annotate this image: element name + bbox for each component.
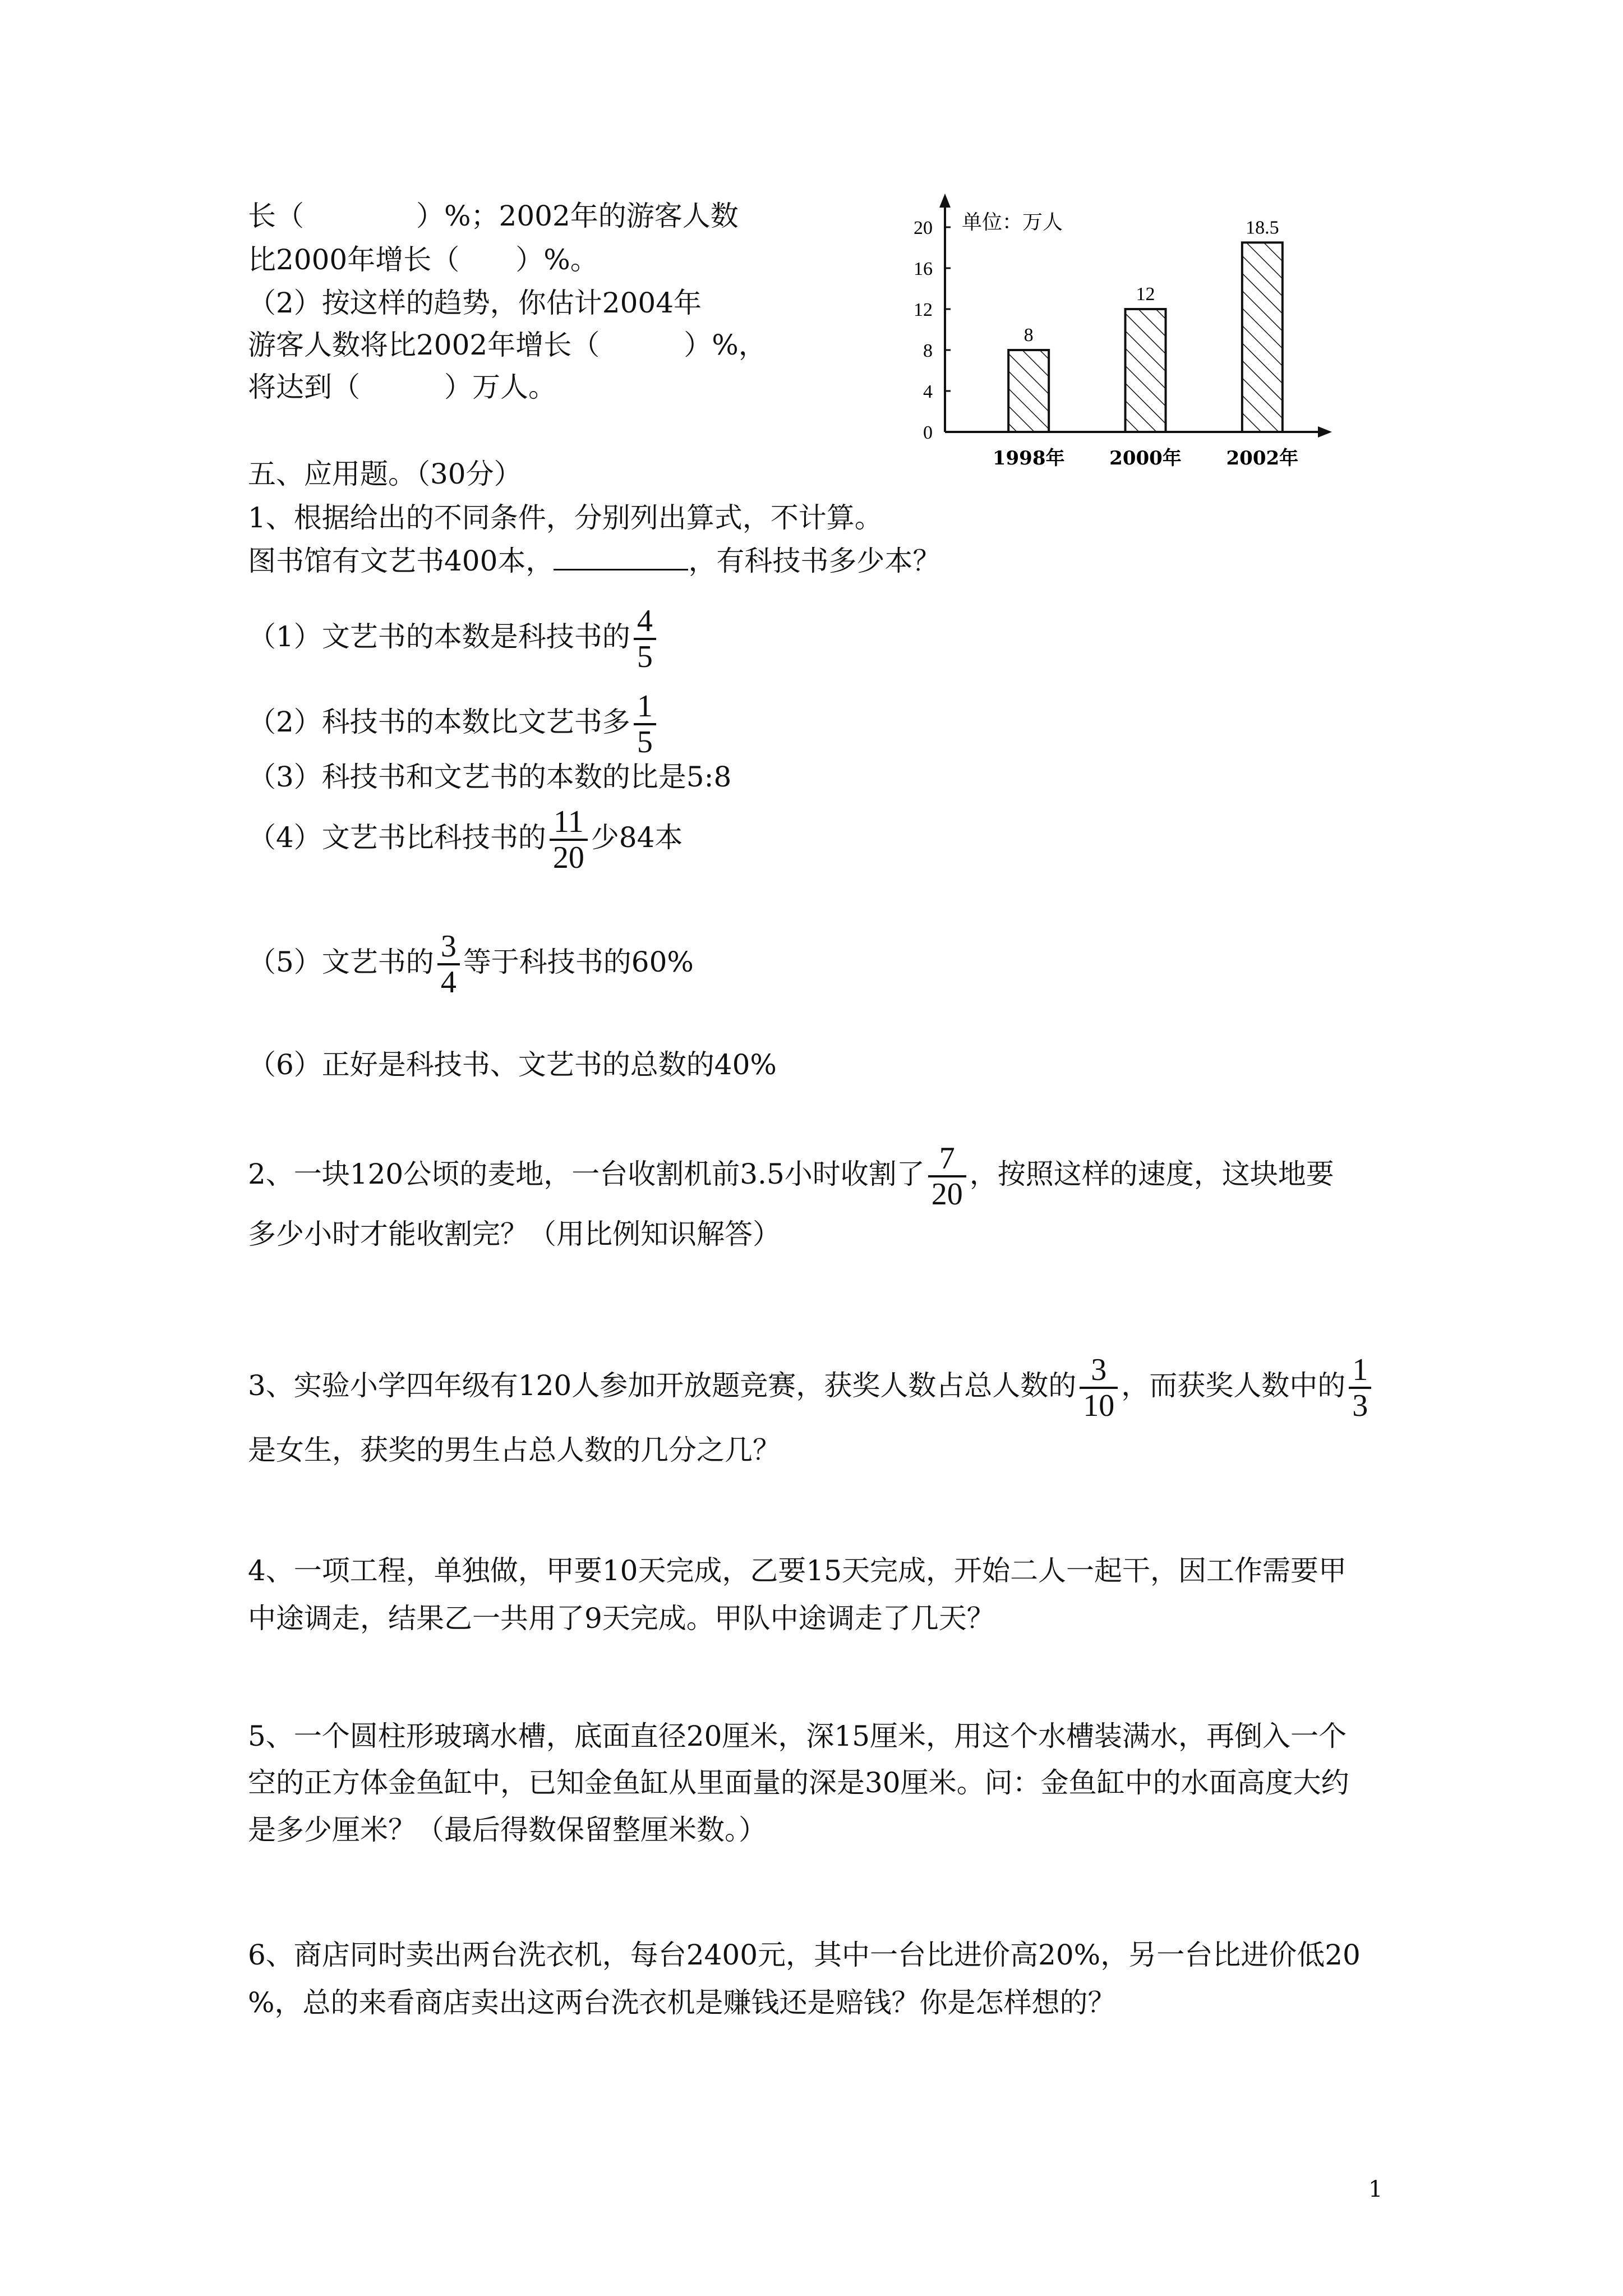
q1-condition-2 [248, 680, 660, 764]
q1-stem-blank [554, 544, 688, 570]
q1-condition-5 [248, 920, 694, 1004]
fraction-11-20: $\frac{11}{20}$ [550, 805, 588, 875]
section-5-heading: 五、应用题。（30分） [248, 458, 522, 490]
q3-line-1 [248, 1343, 1375, 1428]
q1-stem-start: 图书馆有文艺书400本， [248, 545, 554, 577]
x-axis-arrow [1318, 426, 1332, 438]
q1-stem [248, 544, 940, 578]
fraction-7-20: $\frac{7}{20}$ [928, 1142, 966, 1211]
q5-line-1: 5、一个圆柱形玻璃水槽，底面直径20厘米，深15厘米，用这个水槽装满水，再倒入一个 [248, 1720, 1347, 1752]
y-tick-label: 20 [914, 218, 933, 238]
q5-line-2: 空的正方体金鱼缸中，已知金鱼缸从里面量的深是30厘米。问：金鱼缸中的水面高度大约 [248, 1766, 1349, 1799]
y-tick-label: 16 [914, 259, 933, 279]
q4-app-line-1: 4、一项工程，单独做，甲要10天完成，乙要15天完成，开始二人一起干，因工作需要甲 [248, 1554, 1347, 1587]
y-tick-label: 0 [923, 422, 933, 443]
bar-value-label: 18.5 [1246, 217, 1279, 238]
q1-condition-2-text: （2）科技书的本数比文艺书多 [248, 706, 630, 738]
q1-condition-4-text: （4）文艺书比科技书的 [248, 821, 546, 854]
fraction-4-5: $\frac{4}{5}$ [634, 604, 656, 674]
tourist-bar-chart [897, 191, 1340, 482]
fraction-3-10: $\frac{3}{10}$ [1080, 1353, 1118, 1423]
y-tick-label: 4 [923, 381, 933, 402]
q1-stem-end: ，有科技书多少本？ [688, 545, 941, 577]
page-number: 1 [1368, 2177, 1383, 2202]
fraction-1-5: $\frac{1}{5}$ [634, 689, 656, 759]
x-category-label: 2002年 [1226, 447, 1299, 470]
q2-text-b: ，按照这样的速度，这块地要 [969, 1158, 1334, 1190]
q6-line-2: %，总的来看商店卖出这两台洗衣机是赚钱还是赔钱？你是怎样想的？ [248, 1986, 1116, 2019]
q4-text-line-1: 长（ ）%；2002年的游客人数 [248, 200, 739, 232]
bar-value-label: 8 [1023, 325, 1034, 346]
fraction-3-4: $\frac{3}{4}$ [437, 930, 460, 999]
y-tick-label: 8 [923, 341, 933, 361]
bar [1008, 350, 1049, 432]
fraction-1-3: $\frac{1}{3}$ [1349, 1353, 1371, 1423]
q6-line-1: 6、商店同时卖出两台洗衣机，每台2400元，其中一台比进价高20%，另一台比进价低20 [248, 1939, 1361, 1971]
x-category-label: 2000年 [1109, 447, 1182, 470]
q1-condition-1-text: （1）文艺书的本数是科技书的 [248, 620, 630, 653]
chart-bars [1008, 217, 1283, 432]
bar [1242, 242, 1283, 432]
q1-condition-4-tail: 少84本 [591, 821, 683, 854]
q2-line-1 [248, 1132, 1334, 1216]
q3-line-2: 是女生，获奖的男生占总人数的几分之几？ [248, 1434, 781, 1466]
q3-text-a: 3、实验小学四年级有120人参加开放题竞赛，获奖人数占总人数的 [248, 1369, 1077, 1402]
q1-condition-4 [248, 795, 683, 880]
chart-x-labels [993, 447, 1298, 470]
q1-condition-5-tail: 等于科技书的60% [463, 946, 694, 978]
q4-text-line-4: 游客人数将比2002年增长（ ）%， [248, 329, 767, 361]
q1-condition-5-text: （5）文艺书的 [248, 946, 434, 978]
y-tick-label: 12 [914, 300, 933, 320]
q1-condition-1 [248, 595, 660, 679]
y-axis-arrow [939, 194, 951, 208]
q1-condition-3: （3）科技书和文艺书的本数的比是5:8 [248, 761, 732, 793]
q1-condition-6: （6）正好是科技书、文艺书的总数的40% [248, 1048, 777, 1081]
q1-intro: 1、根据给出的不同条件，分别列出算式，不计算。 [248, 501, 883, 534]
q2-text-a: 2、一块120公顷的麦地，一台收割机前3.5小时收割了 [248, 1158, 925, 1190]
q4-text-line-2: 比2000年增长（ ）%。 [248, 243, 598, 276]
x-category-label: 1998年 [992, 447, 1065, 470]
q3-text-b: ，而获奖人数中的 [1121, 1369, 1346, 1402]
q4-text-line-3: （2）按这样的趋势，你估计2004年 [248, 287, 702, 319]
q4-text-line-5: 将达到（ ）万人。 [248, 371, 556, 403]
chart-unit-label: 单位：万人 [962, 211, 1063, 234]
q2-line-2: 多少小时才能收割完？（用比例知识解答） [248, 1218, 781, 1250]
q4-app-line-2: 中途调走，结果乙一共用了9天完成。甲队中途调走了几天？ [248, 1602, 995, 1635]
bar-value-label: 12 [1136, 284, 1155, 305]
q5-line-3: 是多少厘米？（最后得数保留整厘米数。） [248, 1814, 767, 1846]
bar [1126, 309, 1166, 432]
